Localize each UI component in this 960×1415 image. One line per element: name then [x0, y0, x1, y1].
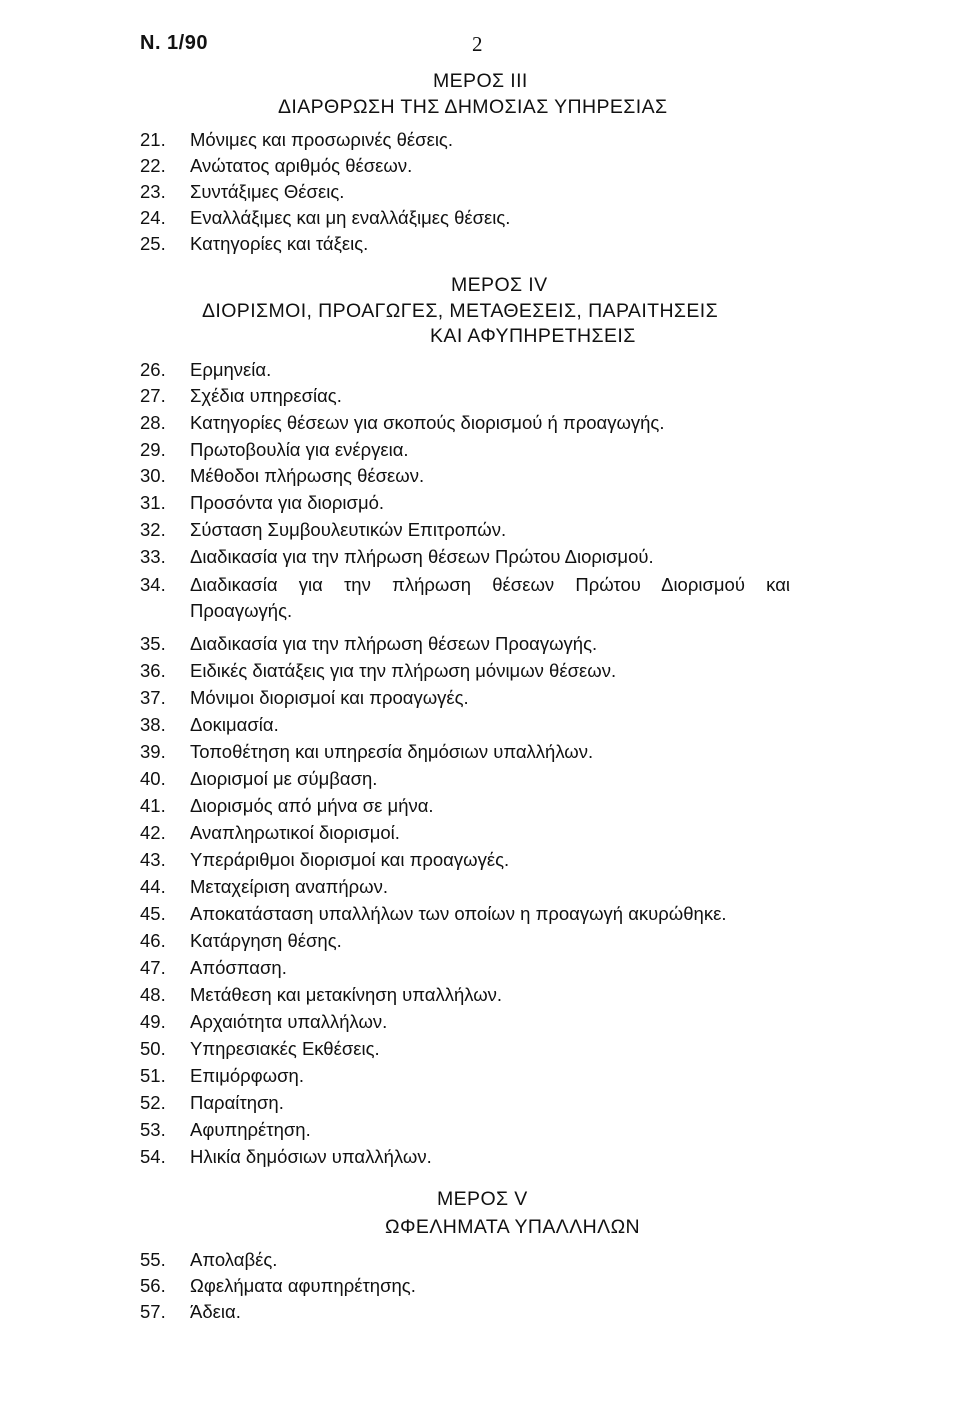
item-number: 21. — [140, 129, 166, 150]
item-text: Μεταχείριση αναπήρων. — [190, 876, 388, 897]
list-item — [140, 439, 409, 461]
item-text: Κατηγορίες θέσεων για σκοπούς διορισμού ή προαγωγής. — [190, 412, 665, 433]
list-item — [140, 1011, 387, 1033]
list-item — [140, 714, 279, 736]
list-item — [140, 795, 434, 817]
item-number: 50. — [140, 1038, 166, 1059]
item-text: Αναπληρωτικοί διορισμοί. — [190, 822, 400, 843]
item-number: 39. — [140, 741, 166, 762]
list-item — [140, 1038, 380, 1060]
item-text: Τοποθέτηση και υπηρεσία δημόσιων υπαλλήλων. — [190, 741, 594, 762]
item-text: Ωφελήματα αφυπηρέτησης. — [190, 1275, 416, 1296]
item-number: 26. — [140, 359, 166, 380]
part-5-title: ΜΕΡΟΣ V — [437, 1188, 528, 1210]
list-item — [140, 741, 593, 763]
item-number: 38. — [140, 714, 166, 735]
list-item — [140, 822, 400, 844]
item-number: 55. — [140, 1249, 166, 1270]
part-4-title: ΜΕΡΟΣ IV — [451, 274, 548, 296]
item-text: Αρχαιότητα υπαλλήλων. — [190, 1011, 388, 1032]
item-number: 56. — [140, 1275, 166, 1296]
item-text: Μετάθεση και μετακίνηση υπαλλήλων. — [190, 984, 503, 1005]
item-text: Αφυπηρέτηση. — [190, 1119, 311, 1140]
list-item — [140, 181, 344, 203]
item-number: 37. — [140, 687, 166, 708]
item-number: 45. — [140, 903, 166, 924]
item-text: Διαδικασία για την πλήρωση θέσεων Πρώτου Διορισμού. — [190, 546, 654, 567]
item-text: Διορισμοί με σύμβαση. — [190, 768, 378, 789]
item-number: 49. — [140, 1011, 166, 1032]
item-text: Διαδικασία για την πλήρωση θέσεων Πρώτου Διορισμού και — [190, 574, 790, 595]
item-number: 52. — [140, 1092, 166, 1113]
part-5-subtitle: ΩΦΕΛΗΜΑΤΑ ΥΠΑΛΛΗΛΩΝ — [385, 1216, 641, 1238]
list-item — [140, 687, 469, 709]
list-item — [140, 412, 665, 434]
list-item — [140, 359, 271, 381]
list-item — [140, 876, 388, 898]
list-item — [140, 1275, 416, 1297]
part-4-subtitle-line1: ΔΙΟΡΙΣΜΟΙ, ΠΡΟΑΓΩΓΕΣ, ΜΕΤΑΘΕΣΕΙΣ, ΠΑΡΑΙΤΗΣΕΙΣ — [202, 300, 719, 322]
item-number: 46. — [140, 930, 166, 951]
item-number: 43. — [140, 849, 166, 870]
list-item — [140, 957, 287, 979]
item-number: 34. — [140, 574, 166, 595]
item-text: Κατάργηση θέσης. — [190, 930, 342, 951]
item-number: 28. — [140, 412, 166, 433]
item-number: 30. — [140, 465, 166, 486]
item-text: Ηλικία δημόσιων υπαλλήλων. — [190, 1146, 432, 1167]
item-number: 24. — [140, 207, 166, 228]
item-number: 53. — [140, 1119, 166, 1140]
item-text: Ανώτατος αριθμός θέσεων. — [190, 155, 413, 176]
list-item — [140, 155, 412, 177]
list-item — [140, 768, 377, 790]
list-item — [140, 1249, 277, 1271]
list-item — [140, 233, 368, 255]
item-text-continued: Προαγωγής. — [190, 600, 293, 621]
item-text: Κατηγορίες και τάξεις. — [190, 233, 369, 254]
item-number: 23. — [140, 181, 166, 202]
item-number: 41. — [140, 795, 166, 816]
item-number: 25. — [140, 233, 166, 254]
item-number: 32. — [140, 519, 166, 540]
item-text: Άδεια. — [190, 1301, 241, 1322]
item-text: Δοκιμασία. — [190, 714, 279, 735]
list-item — [140, 519, 506, 541]
item-number: 27. — [140, 385, 166, 406]
list-item — [140, 930, 342, 952]
list-item — [140, 1065, 304, 1087]
list-item — [140, 903, 726, 925]
item-number: 57. — [140, 1301, 166, 1322]
item-number: 51. — [140, 1065, 166, 1086]
item-number: 54. — [140, 1146, 166, 1167]
item-text: Διαδικασία για την πλήρωση θέσεων Προαγωγής. — [190, 633, 598, 654]
item-text: Αποκατάσταση υπαλλήλων των οποίων η προαγωγή ακυρώθηκε. — [190, 903, 727, 924]
item-text: Απόσπαση. — [190, 957, 287, 978]
item-number: 40. — [140, 768, 166, 789]
part-3-subtitle: ΔΙΑΡΘΡΩΣΗ ΤΗΣ ΔΗΜΟΣΙΑΣ ΥΠΗΡΕΣΙΑΣ — [278, 96, 668, 118]
item-number: 44. — [140, 876, 166, 897]
item-number: 47. — [140, 957, 166, 978]
item-number: 42. — [140, 822, 166, 843]
list-item — [140, 465, 424, 487]
list-item — [140, 492, 384, 514]
item-text: Συντάξιμες Θέσεις. — [190, 181, 345, 202]
item-number: 31. — [140, 492, 166, 513]
list-item — [140, 660, 616, 682]
item-text: Ερμηνεία. — [190, 359, 272, 380]
part-4-subtitle-line2: ΚΑΙ ΑΦΥΠΗΡΕΤΗΣΕΙΣ — [430, 325, 636, 347]
list-item — [140, 984, 502, 1006]
item-text: Πρωτοβουλία για ενέργεια. — [190, 439, 409, 460]
item-number: 36. — [140, 660, 166, 681]
item-text: Μέθοδοι πλήρωσης θέσεων. — [190, 465, 425, 486]
item-text: Ειδικές διατάξεις για την πλήρωση μόνιμων θέσεων. — [190, 660, 617, 681]
list-item — [140, 546, 654, 568]
issue-number: N. 1/90 — [140, 32, 208, 54]
item-number: 22. — [140, 155, 166, 176]
item-text: Σύσταση Συμβουλευτικών Επιτροπών. — [190, 519, 507, 540]
item-text: Μόνιμοι διορισμοί και προαγωγές. — [190, 687, 469, 708]
list-item — [140, 574, 790, 626]
item-number: 35. — [140, 633, 166, 654]
list-item — [140, 1146, 432, 1168]
item-text: Υπηρεσιακές Εκθέσεις. — [190, 1038, 380, 1059]
item-text: Σχέδια υπηρεσίας. — [190, 385, 342, 406]
item-number: 48. — [140, 984, 166, 1005]
item-number: 33. — [140, 546, 166, 567]
list-item — [140, 385, 342, 407]
item-text: Παραίτηση. — [190, 1092, 284, 1113]
list-item — [140, 1092, 284, 1114]
item-text: Επιμόρφωση. — [190, 1065, 304, 1086]
list-item — [140, 849, 509, 871]
page-number: 2 — [472, 32, 483, 56]
item-text: Υπεράριθμοι διορισμοί και προαγωγές. — [190, 849, 510, 870]
item-text: Διορισμός από μήνα σε μήνα. — [190, 795, 434, 816]
part-3-title: ΜΕΡΟΣ ΙΙΙ — [433, 70, 528, 92]
list-item — [140, 207, 510, 229]
list-item — [140, 1301, 241, 1323]
list-item — [140, 129, 453, 151]
item-text: Εναλλάξιμες και μη εναλλάξιμες θέσεις. — [190, 207, 511, 228]
list-item — [140, 1119, 311, 1141]
item-number: 29. — [140, 439, 166, 460]
item-text: Μόνιμες και προσωρινές θέσεις. — [190, 129, 453, 150]
list-item — [140, 633, 597, 655]
item-text: Προσόντα για διορισμό. — [190, 492, 385, 513]
item-text: Απολαβές. — [190, 1249, 278, 1270]
